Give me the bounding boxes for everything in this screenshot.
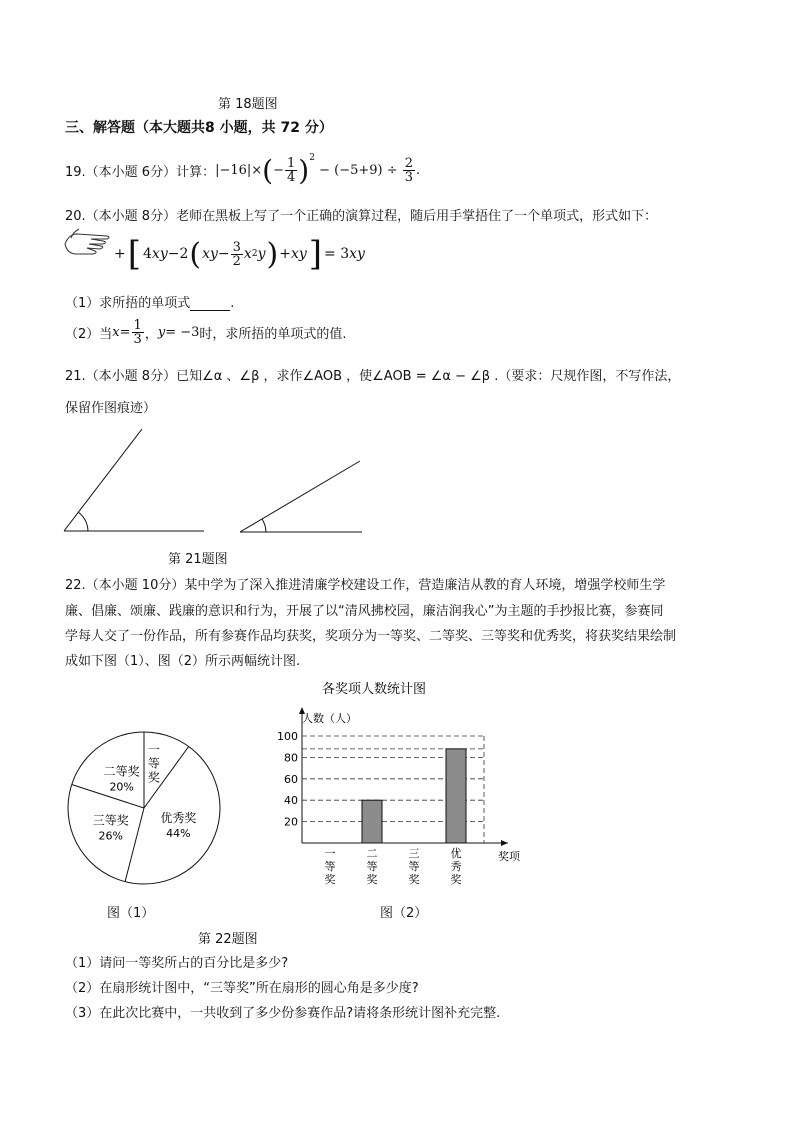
q19-label: 19.（本小题 6分）计算： xyxy=(65,164,216,180)
y-tick-label: 100 xyxy=(277,730,298,743)
bar-chart-title: 各奖项人数统计图 xyxy=(322,682,427,697)
pie-slice-value: 26% xyxy=(98,829,123,843)
q22-line1: 22.（本小题 10分）某中学为了深入推进清廉学校建设工作，营造廉洁从教的育人环境，增强学校师生学 xyxy=(65,578,666,593)
svg-text:三等奖: 三等奖 xyxy=(92,813,129,828)
pie-slice-value: 44% xyxy=(166,827,191,841)
svg-text:三: 三 xyxy=(408,847,420,860)
q21-caption: 第 21题图 xyxy=(168,552,228,567)
y-tick-label: 80 xyxy=(284,751,298,765)
angle-beta xyxy=(240,461,362,532)
q19-expression: |−16|×(− $\frac{1}{4}$ )$^2$ − (−5+9) ÷ $\frac{2}{3}$ . xyxy=(215,153,421,187)
fig1-caption: 图（1） xyxy=(107,906,155,921)
q20-equation: + [ 4 xy −2 ( xy − $\frac{3}{2}$ x 2 y ) + xy ] = 3 xy xyxy=(114,234,365,274)
q20-answer-blank[interactable] xyxy=(190,298,230,311)
q22-sub2: （2）在扇形统计图中，“三等奖”所在扇形的圆心角是多少度? xyxy=(65,981,419,996)
q21-line2: 保留作图痕迹） xyxy=(65,401,157,416)
svg-text:优秀奖: 优秀奖 xyxy=(160,811,197,826)
pie-slice-label xyxy=(93,812,129,842)
q22-sub1: （1）请问一等奖所占的百分比是多少? xyxy=(65,956,289,971)
svg-text:奖: 奖 xyxy=(408,873,420,886)
bar-chart-xlabel: 奖项 xyxy=(498,850,520,863)
angle-alpha xyxy=(64,429,204,531)
q20-sub1: （1）求所捂的单项式 . xyxy=(65,292,234,311)
q22-sub3: （3）在此次比赛中，一共收到了多少份参赛作品?请将条形统计图补充完整. xyxy=(65,1006,501,1021)
x-tick-label xyxy=(409,847,420,886)
svg-text:一: 一 xyxy=(324,847,336,860)
svg-text:二等奖: 二等奖 xyxy=(103,764,140,779)
bar-chart-ylabel: 人数（人） xyxy=(302,712,357,725)
q20-sub2-b: 时，求所捂的单项式的值. xyxy=(199,326,347,342)
svg-text:奖: 奖 xyxy=(324,873,336,886)
y-tick-label: 40 xyxy=(284,794,298,808)
svg-text:奖: 奖 xyxy=(366,873,378,886)
svg-text:等: 等 xyxy=(324,860,336,873)
pie-slice-label xyxy=(104,763,140,793)
pie-slice-label xyxy=(148,743,160,785)
x-axis-arrow xyxy=(501,840,508,846)
svg-text:奖: 奖 xyxy=(450,873,462,886)
svg-text:等: 等 xyxy=(147,756,160,771)
fig2-caption: 图（2） xyxy=(380,906,428,921)
y-tick-label: 20 xyxy=(284,815,298,829)
y-tick-label: 60 xyxy=(284,772,298,786)
q22-figs-caption: 第 22题图 xyxy=(198,932,258,947)
q19 xyxy=(65,152,420,188)
pie-slice-label xyxy=(160,810,196,840)
q20-sub2-a: （2）当 xyxy=(65,326,113,342)
x-tick-label xyxy=(325,847,336,886)
q20-label: 20.（本小题 8分）老师在黑板上写了一个正确的演算过程，随后用手掌捂住了一个单项式，形式如下： xyxy=(65,209,658,224)
svg-text:奖: 奖 xyxy=(147,770,160,785)
section-heading: 三、解答题（本大题共8 小题，共 72 分） xyxy=(65,120,333,136)
x-tick-label xyxy=(367,847,378,886)
fig18-caption: 第 18题图 xyxy=(218,97,278,112)
bar-chart xyxy=(266,676,536,891)
x-tick-label xyxy=(451,846,462,886)
svg-text:优: 优 xyxy=(450,847,462,860)
pie-slice-value: 20% xyxy=(109,780,134,794)
svg-text:等: 等 xyxy=(366,860,378,873)
svg-text:一: 一 xyxy=(147,742,160,757)
svg-text:秀: 秀 xyxy=(450,860,462,873)
q22-line2: 廉、倡廉、颂廉、践廉的意识和行为，开展了以“清风拂校园，廉洁润我心”为主题的手抄报比赛，参赛同 xyxy=(65,604,664,619)
q21-angles-figure xyxy=(60,425,365,540)
pie-chart xyxy=(64,728,224,888)
svg-text:等: 等 xyxy=(408,860,420,873)
bar-二等奖 xyxy=(362,800,382,843)
bar-优秀奖 xyxy=(446,749,466,843)
q21-label: 21.（本小题 8分）已知∠α 、∠β ，求作∠AOB ，使∠AOB = ∠α − ∠β .（要求：尺规作图，不写作法， xyxy=(65,369,681,384)
q20-sub1-text: （1）求所捂的单项式 xyxy=(65,296,191,311)
q22-line3: 学每人交了一份作品，所有参赛作品均获奖，奖项分为一等奖、二等奖、三等奖和优秀奖，将获奖结果绘制 xyxy=(65,629,677,644)
hand-icon xyxy=(63,226,113,258)
svg-text:二: 二 xyxy=(366,847,378,860)
q20-sub2: （2）当 x = $\frac{1}{3}$ ， y = −3 时，求所捂的单项式的值. xyxy=(65,317,347,347)
q22-line4: 成如下图（1）、图（2）所示两幅统计图. xyxy=(65,654,301,669)
